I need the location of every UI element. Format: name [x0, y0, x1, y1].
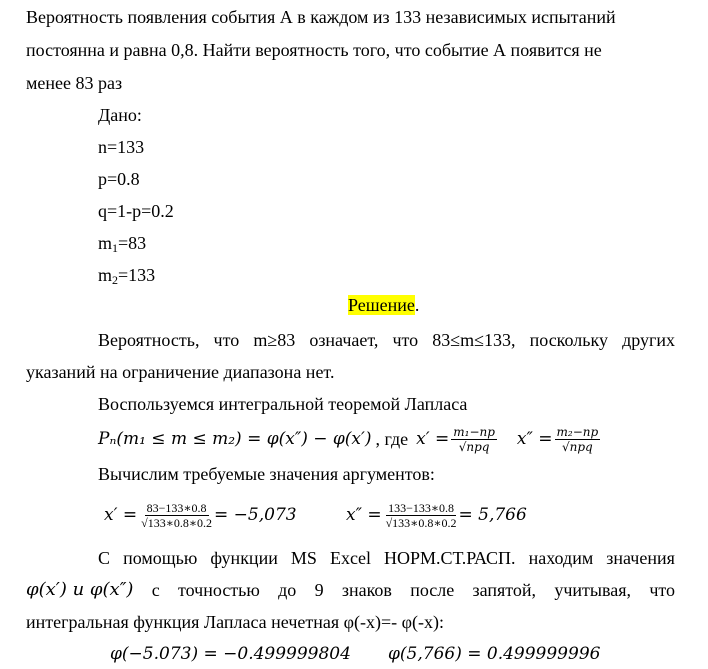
paragraph-word: после [410, 580, 455, 600]
paragraph-word: НОРМ.СТ.РАСП. [384, 548, 516, 568]
calc-x1: x′ = $\frac{83-133∗0.8}{√133∗0.8∗0.2}$ = −5,073 [104, 500, 297, 530]
paragraph-word: что [213, 330, 240, 350]
problem-line-1: Вероятность появления события А в каждом из 133 независимых испытаний [26, 7, 616, 27]
paragraph-word: поскольку [529, 330, 608, 350]
x1-label: x′ = [416, 429, 450, 449]
formula-where: , где [375, 429, 409, 449]
paragraph-word: запятой, [472, 580, 537, 600]
paragraph-word: 9 [314, 580, 324, 600]
given-p: p=0.8 [98, 169, 140, 189]
paragraph-word: находим [528, 548, 594, 568]
given-m1: $m_1=83$ [98, 233, 147, 255]
laplace-formula [98, 422, 602, 456]
phi-line [26, 579, 675, 601]
paragraph-word: учитывая, [554, 580, 632, 600]
given-n: n=133 [98, 137, 145, 157]
calc1-fraction: $\frac{83-133∗0.8}{√133∗0.8∗0.2}$ [141, 500, 213, 530]
paragraph-word: m≥83 [253, 330, 296, 350]
paragraph-word: знаков [341, 580, 392, 600]
x2-fraction: $\frac{\text{m₂−np}}{\text{√npq}}$ [556, 424, 599, 454]
paragraph-word: функции [210, 548, 278, 568]
problem-line-2: постоянна и равна 0,8. Найти вероятность того, что событие А появится не [26, 40, 602, 60]
result-2: φ(5,766) = 0.499999996 [388, 644, 601, 664]
paragraph-word: Вероятность, [98, 330, 200, 350]
solution-paragraph-1-line-2: указаний на ограничение диапазона нет. [26, 362, 335, 382]
paragraph-word: MS [290, 548, 317, 568]
paragraph-word: С [98, 548, 111, 568]
calc-x2: x″ = $\frac{133-133∗0.8}{√133∗0.8∗0.2}$ = 5,766 [346, 500, 527, 530]
paragraph-word: φ(x′) и φ(x″) [26, 579, 134, 600]
paragraph-word: что [649, 580, 675, 600]
paragraph-word: 83≤m≤133, [432, 330, 516, 350]
compute-intro: Вычислим требуемые значения аргументов: [98, 464, 435, 484]
given-title: Дано: [98, 105, 142, 125]
excel-line [98, 547, 675, 569]
given-m2: $m_2=133$ [98, 265, 156, 287]
paragraph-word: с [151, 580, 160, 600]
given-q: q=1-p=0.2 [98, 201, 174, 221]
paragraph-word: помощью [123, 548, 198, 568]
solution-paragraph-1-line-1 [98, 329, 675, 351]
paragraph-word: других [622, 330, 675, 350]
formula-main: Pₙ(m₁ ≤ m ≤ m₂) = φ(x″) − φ(x′) [98, 429, 372, 449]
paragraph-word: точностью [178, 580, 260, 600]
odd-function-line: интегральная функция Лапласа нечетная φ(-x)=- φ(-x): [26, 612, 445, 632]
paragraph-word: Excel [329, 548, 371, 568]
paragraph-word: значения [606, 548, 675, 568]
result-1: φ(−5.073) = −0.499999804 [110, 644, 351, 664]
solution-heading: Решение. [348, 295, 420, 315]
paragraph-word: что [392, 330, 419, 350]
x2-label: x″ = [516, 429, 553, 449]
x1-fraction: $\frac{\text{m₁−np}}{\text{√npq}}$ [453, 424, 495, 454]
paragraph-word: означает, [309, 330, 379, 350]
laplace-intro: Воспользуемся интегральной теоремой Лапласа [98, 394, 468, 414]
calc2-fraction: $\frac{133-133∗0.8}{√133∗0.8∗0.2}$ [385, 500, 457, 530]
problem-line-3: менее 83 раз [26, 73, 123, 93]
paragraph-word: до [278, 580, 297, 600]
